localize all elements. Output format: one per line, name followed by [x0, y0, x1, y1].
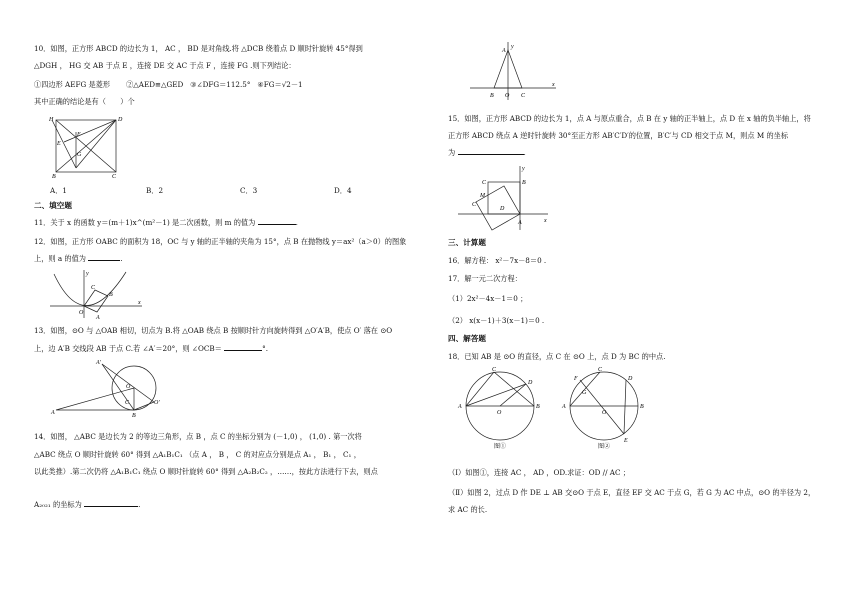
- label-y: y: [86, 271, 89, 277]
- q10-figure: [48, 112, 132, 178]
- label-d: D: [628, 376, 633, 382]
- label-x: x: [138, 300, 141, 306]
- label-c: C: [112, 174, 117, 178]
- q13-blank[interactable]: [224, 350, 262, 351]
- q13-figure: [48, 356, 168, 418]
- q17-title: 17．解一元二次方程：: [448, 274, 522, 283]
- label-a: A: [562, 404, 566, 410]
- label-b: B: [490, 93, 494, 99]
- label-g: G: [582, 390, 587, 396]
- label-o: O: [126, 384, 131, 390]
- q10-conclusion-2: ②△AED≌△GED: [126, 80, 184, 89]
- label-b: B: [132, 413, 136, 418]
- q10-option-c: C．3: [240, 186, 258, 195]
- label-a: A: [518, 220, 522, 226]
- q14-answer-line: A₂₀₂₁ 的坐标为 .: [34, 500, 141, 509]
- label-o: O: [505, 93, 510, 99]
- q18-figure-1: [456, 366, 546, 450]
- chord-de: [624, 380, 626, 434]
- label-d: D: [528, 380, 533, 386]
- label-d: D: [118, 117, 123, 123]
- section-solve-heading: 四、解答题: [448, 334, 486, 343]
- section-fill-in-heading: 二、填空题: [34, 201, 72, 210]
- segment-de: [64, 120, 116, 142]
- label-a-prime: A′: [96, 360, 101, 366]
- q14-blank[interactable]: [84, 506, 138, 507]
- q17-part1: （1）2x²－4x－1＝0 ；: [448, 294, 528, 303]
- label-b: B: [52, 174, 56, 178]
- q10-conclusions: [34, 80, 303, 90]
- q13-line2: 上，边 A′B 交线段 AB 于点 C.若 ∠A′＝20°，则 ∠OCB＝ °.: [34, 344, 269, 353]
- label-c: C: [482, 180, 487, 186]
- label-y: y: [522, 166, 525, 172]
- q15-line2: 正方形 ABCD 绕点 A 逆时针旋转 30°至正方形 AB′C′D′的位置，B′C′与 CD 相交于点 M，则点 M 的坐标: [448, 131, 789, 140]
- section-calc-heading: 三、计算题: [448, 238, 486, 247]
- label-y: y: [511, 44, 514, 50]
- diameter-ef: [580, 380, 624, 434]
- q15-figure: [456, 164, 552, 234]
- q18-figure-2: [558, 366, 650, 450]
- q14-line3: 以此类推）.第二次仍将 △A₁B₁C₁ 绕点 O 顺时针旋转 60° 得到 △A₂B₂C₂ ，……，按此方法进行下去，则点: [34, 467, 378, 476]
- q12-figure: [48, 268, 144, 320]
- q13-line1: 13．如图，⊙O 与 △OAB 相切，切点为 B.将 △OAB 绕点 B 按顺时针方向旋转得到 △O′A′B，使点 O′ 落在 ⊙O: [34, 326, 393, 335]
- q18-part2-line1: （Ⅱ）如图 2，过点 D 作 DE ⊥ AB 交⊙O 于点 E，直径 EF 交 AC 于点 G，若 G 为 AC 中点，⊙O 的半径为 2，: [448, 488, 816, 497]
- label-a: A: [96, 315, 100, 320]
- label-o: O: [602, 410, 607, 416]
- q10-line1: 10．如图，正方形 ABCD 的边长为 1， AC ， BD 是对角线.将 △DCB 绕着点 D 顺时针旋转 45°得到: [34, 44, 363, 53]
- radius-od: [500, 384, 526, 406]
- label-e: E: [624, 438, 628, 444]
- label-o-prime: O′: [154, 400, 160, 406]
- parabola: [54, 272, 126, 306]
- q18-intro: 18．已知 AB 是 ⊙O 的直径，点 C 在 ⊙O 上，点 D 为 BC 的中点.: [448, 352, 666, 361]
- label-b: B: [640, 404, 644, 410]
- q10-conclusion-3: ③∠DFG＝112.5°: [190, 80, 251, 89]
- label-c: C: [125, 400, 130, 406]
- square-oabc: [84, 290, 108, 312]
- label-d: D: [500, 206, 505, 212]
- label-e: E: [57, 141, 61, 147]
- label-a: A: [502, 48, 506, 54]
- label-c-prime: C: [472, 202, 477, 208]
- label-o: O: [79, 310, 84, 316]
- label-m: M: [480, 193, 485, 199]
- q12-blank[interactable]: [88, 260, 120, 261]
- label-b: B: [109, 292, 113, 298]
- label-x: x: [552, 82, 555, 88]
- q14-figure: [468, 40, 558, 102]
- label-h: H: [49, 117, 54, 123]
- q10-option-b: B．2: [146, 186, 164, 195]
- q15-line1: 15．如图，正方形 ABCD 的边长为 1，点 A 与原点重合，点 B 在 y 轴的正半轴上，点 D 在 x 轴的负半轴上，将: [448, 114, 811, 123]
- fig2-caption: 图②: [598, 444, 611, 450]
- label-a: A: [51, 410, 55, 416]
- q18-part2-line2: 求 AC 的长.: [448, 505, 488, 514]
- q10-conclusion-4: ④FG＝√2－1: [257, 80, 303, 89]
- label-g: G: [77, 152, 82, 158]
- q16-text: 16．解方程： x²－7x－8＝0 .: [448, 256, 547, 265]
- fig1-caption: 图①: [494, 444, 507, 450]
- q10-line2: △DGH ， HG 交 AB 于点 E ，连接 DE 交 AC 于点 F ，连接 FG .则下列结论：: [34, 61, 296, 70]
- q18-part1: （Ⅰ）如图①，连接 AC ， AD ，OD.求证：OD // AC ；: [448, 468, 630, 477]
- q10-option-a: A．1: [50, 186, 67, 195]
- label-c: C: [91, 285, 96, 291]
- q10-conclusion-1: ①四边形 AEFG 是菱形: [34, 80, 111, 89]
- label-b: B: [536, 404, 540, 410]
- q15-blank[interactable]: [458, 154, 524, 155]
- label-b: B: [522, 180, 526, 186]
- q14-line2: △ABC 绕点 O 顺时针旋转 60° 得到 △A₁B₁C₁ （点 A ， B ， C 的对应点分别是点 A₁ ， B₁ ， C₁ ，: [34, 450, 361, 459]
- label-x: x: [544, 218, 547, 224]
- q10-ask: 其中正确的结论是有（ ）个: [34, 97, 135, 106]
- q12-line2: 上，则 a 的值为 .: [34, 254, 123, 263]
- q14-line1: 14．如图， △ABC 是边长为 2 的等边三角形，点 B ，点 C 的坐标分别为 (－1,0) ， (1,0) . 第一次将: [34, 432, 362, 441]
- q11-text: 11．关于 x 的函数 y＝(m＋1)x^(m²－1) 是二次函数，则 m 的值为 .: [34, 218, 298, 227]
- q10-option-d: D．4: [334, 186, 352, 195]
- label-f: F: [77, 132, 81, 138]
- q17-part2: （2） x(x－1)＋3(x－1)＝0 .: [448, 316, 545, 325]
- q12-line1: 12．如图，正方形 OABC 的面积为 18，OC 与 y 轴的正半轴的夹角为 15°，点 B 在抛物线 y＝ax²（a＞0）的图象: [34, 237, 407, 246]
- label-a: A: [458, 404, 462, 410]
- q15-line3: 为 .: [448, 148, 526, 157]
- label-o: O: [497, 410, 502, 416]
- label-c: C: [492, 367, 497, 373]
- label-c: C: [521, 93, 526, 99]
- label-c: C: [598, 367, 603, 373]
- label-f: F: [574, 376, 578, 382]
- q11-blank[interactable]: [258, 224, 296, 225]
